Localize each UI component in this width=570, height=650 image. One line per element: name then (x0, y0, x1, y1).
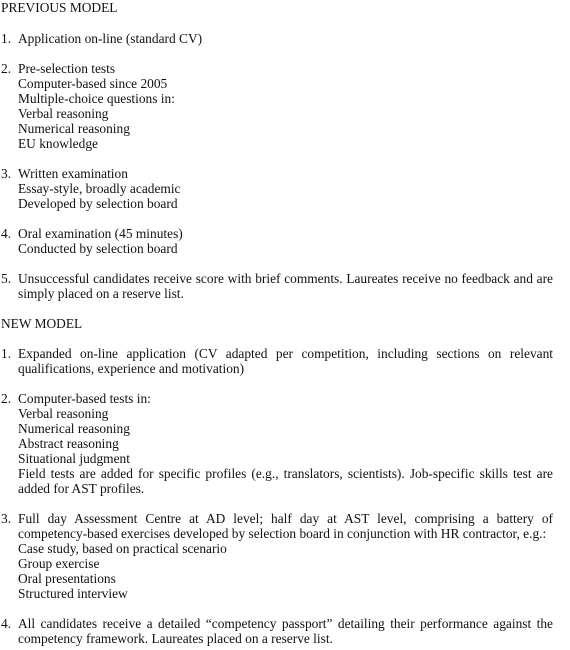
item-line: Application on-line (standard CV) (18, 31, 203, 46)
item-line: Computer-based since 2005 (18, 76, 168, 91)
item-line: Verbal reasoning (18, 406, 109, 421)
item-line: Multiple-choice questions in: (18, 91, 175, 106)
item-paragraph: Unsuccessful candidates receive score with brief comments. Laureates receive no feedback and are simply placed on a reserve list. (18, 271, 553, 301)
item-line: Abstract reasoning (18, 436, 119, 451)
new-model-heading: NEW MODEL (1, 316, 83, 331)
item-paragraph: Full day Assessment Centre at AD level; half day at AST level, comprising a battery of competency-based exercises developed by selection board in conjunction with HR contractor, e.g.: (18, 511, 553, 541)
new-item-2 (0, 391, 553, 496)
new-item-4 (0, 616, 553, 646)
item-number: 2. (1, 391, 12, 406)
previous-item-3 (0, 166, 553, 211)
item-line: Conducted by selection board (18, 241, 178, 256)
item-number: 3. (1, 511, 12, 526)
previous-item-2 (0, 61, 553, 151)
previous-item-1 (0, 31, 553, 46)
new-item-1 (0, 346, 553, 376)
item-line: Verbal reasoning (18, 106, 109, 121)
item-line: Case study, based on practical scenario (18, 541, 227, 556)
item-line: Essay-style, broadly academic (18, 181, 181, 196)
item-number: 4. (1, 616, 12, 631)
item-number: 2. (1, 61, 12, 76)
previous-model-heading: PREVIOUS MODEL (1, 0, 118, 15)
item-line: Structured interview (18, 586, 128, 601)
item-paragraph: Field tests are added for specific profiles (e.g., translators, scientists). Job-specific skills test are added for AST profiles. (18, 466, 553, 496)
item-number: 1. (1, 31, 12, 46)
previous-item-4 (0, 226, 553, 256)
item-line: Written examination (18, 166, 128, 181)
item-line: Pre-selection tests (18, 61, 116, 76)
item-line: Computer-based tests in: (18, 391, 151, 406)
item-line: Oral examination (45 minutes) (18, 226, 183, 241)
item-number: 4. (1, 226, 12, 241)
item-line: Developed by selection board (18, 196, 178, 211)
item-number: 5. (1, 271, 12, 286)
item-line: Oral presentations (18, 571, 116, 586)
item-line: Situational judgment (18, 451, 130, 466)
item-line: Group exercise (18, 556, 100, 571)
item-number: 1. (1, 346, 12, 361)
item-paragraph: Expanded on-line application (CV adapted per competition, including sections on relevant qualifications, experience and motivation) (18, 346, 553, 376)
item-line: Numerical reasoning (18, 421, 130, 436)
item-line: EU knowledge (18, 136, 98, 151)
item-line: Numerical reasoning (18, 121, 130, 136)
new-item-3 (0, 511, 553, 601)
item-paragraph: All candidates receive a detailed “competency passport” detailing their performance against the competency framework. Laureates placed on a reserve list. (18, 616, 553, 646)
previous-item-5 (0, 271, 553, 301)
item-number: 3. (1, 166, 12, 181)
